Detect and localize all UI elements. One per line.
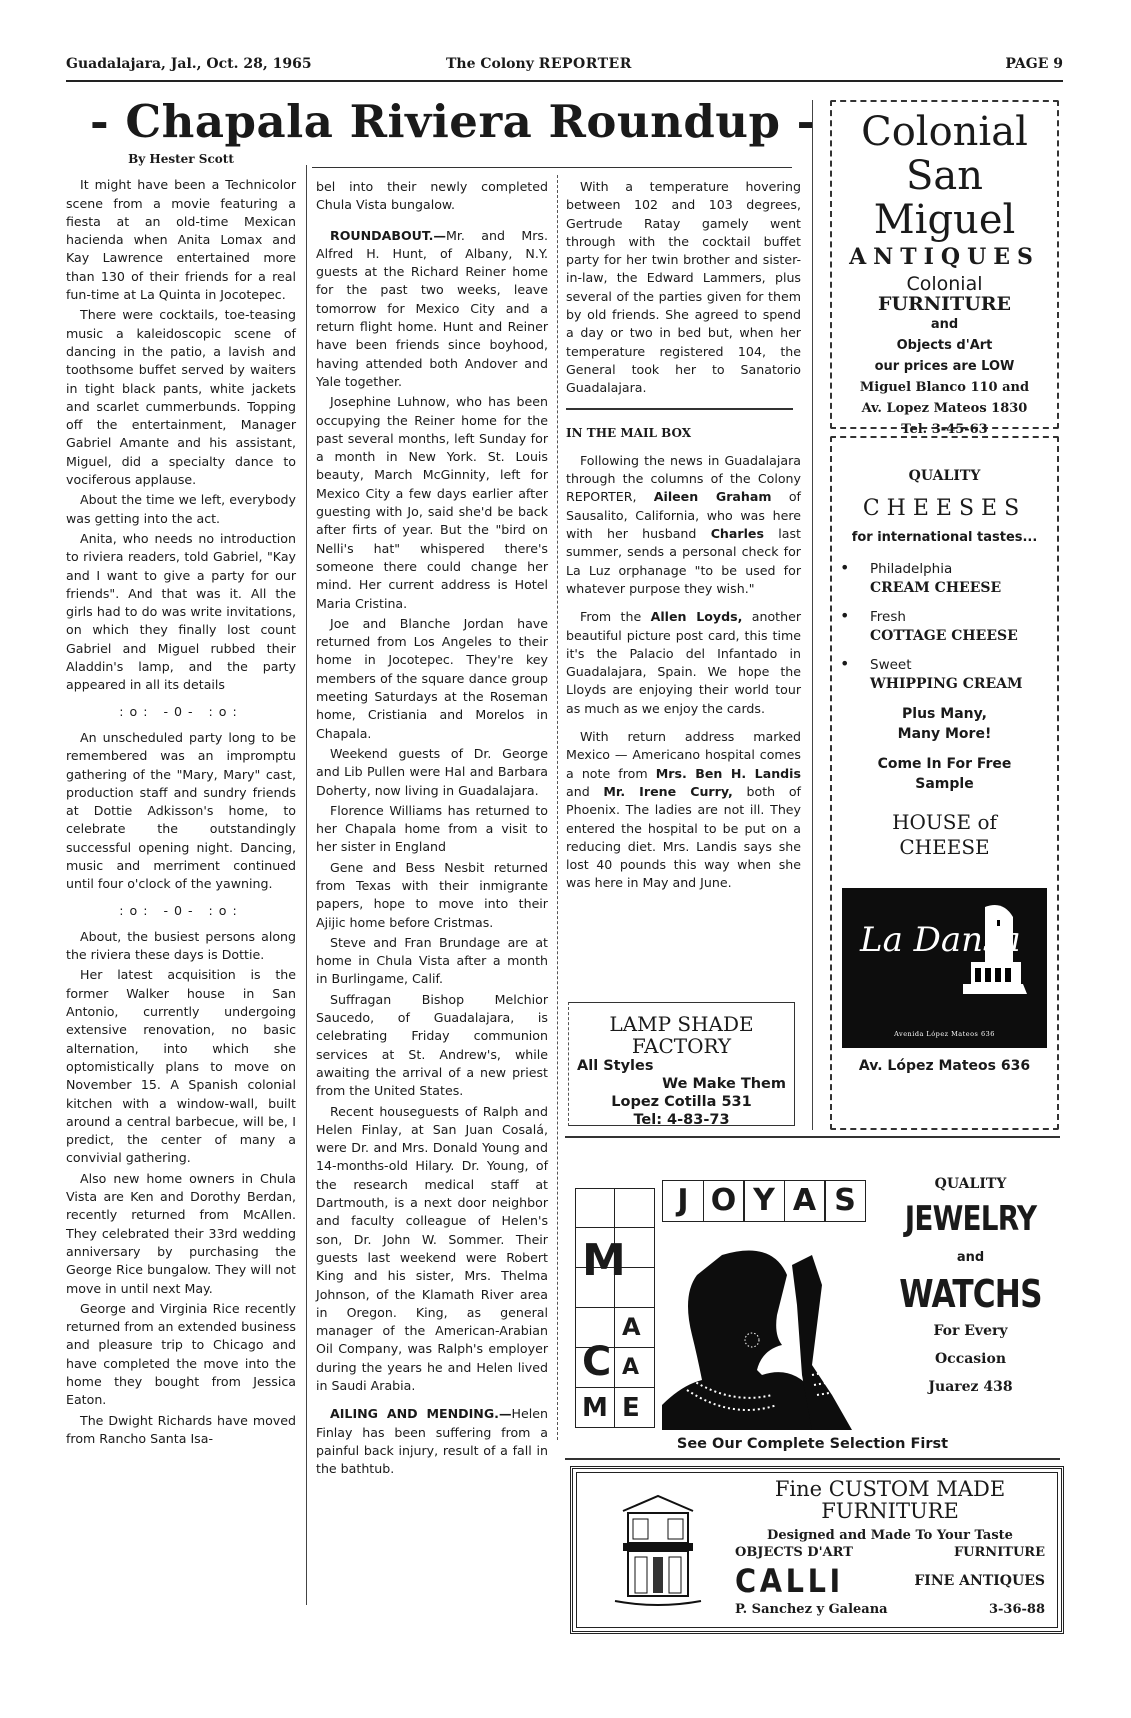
- paragraph: Suffragan Bishop Melchior Saucedo, of Guadalajara, is celebrating Friday communion services at St. Andrew's, while awaiting the arrival of a new priest from the United States.: [316, 991, 548, 1099]
- paragraph: It might have been a Technicolor scene from a movie featuring a fiesta at an old-time Mexican hacienda when Anita Lomax and Kay Lawrence entertained more than 130 of their friends for a real fun-time at La Quinta in Jocotepec.: [66, 177, 296, 303]
- article-column-1: [66, 150, 296, 1450]
- ad-calli-furniture: [570, 1466, 1064, 1634]
- woman-silhouette-icon: [662, 1245, 872, 1430]
- dateline: Guadalajara, Jal., Oct. 28, 1965: [66, 56, 312, 72]
- paragraph: George and Virginia Rice recently returned from an extended business and pleasure trip to Chicago and have completed the move into the home they bought from Jessica Eaton.: [66, 1300, 296, 1408]
- masthead: The Colony REPORTER: [446, 56, 632, 72]
- building-illustration-icon: [613, 1491, 703, 1611]
- paragraph: Also new home owners in Chula Vista are Ken and Dorothy Berdan, recently returned from McAllen. They celebrated their 33rd wedding anniversary by purchasing the George Rice bungalow. They will not move in until next May.: [66, 1170, 296, 1296]
- paragraph: Gene and Bess Nesbit returned from Texas with their inmigrante papers, hope to move into their Ajijic home before Cristmas.: [316, 859, 548, 930]
- list-item: • Sweet WHIPPING CREAM: [840, 656, 1057, 694]
- joyas-letters: J O Y A S: [662, 1180, 865, 1222]
- column-divider: [812, 100, 813, 1130]
- paragraph: There were cocktails, toe-teasing music a kaleidoscopic scene of dancing in the patio, a lavish and toothsome buffet served by waiters in tight black pants, white jackets and scarlet cummerbunds. Topping off the entertainment, Manager Gabriel Amante and his assistant, Miguel, did a specialty dance to vociferous applause.: [66, 307, 296, 488]
- ad-house-of-cheese: QUALITY CHEESES for international tastes... • Philadelphia CREAM CHEESE • Fresh COTTAGE CHEESE • Sweet WHIPPING CREAM Plus Many, Many More! Come In For Free Sample HOUSE of CHEESE La Dansa Avenida López Mateos 636 Av. López Mateos 636: [830, 436, 1059, 1130]
- paragraph: The Dwight Richards have moved from Rancho Santa Isa-: [66, 1412, 296, 1446]
- section-heading: IN THE MAIL BOX: [566, 425, 692, 440]
- paragraph: From the Allen Loyds, another beautiful picture post card, this time it's the Palacio del Infantado in Guadalajara, Spain. We hope the Lloyds are enjoying their world tour as much as we enjoy the cards.: [566, 609, 802, 716]
- headline: - Chapala Riviera Roundup -: [90, 95, 816, 148]
- section-label: AILING AND MENDING.—: [330, 1406, 512, 1422]
- ad-divider: [565, 1136, 1060, 1138]
- paragraph: Anita, who needs no introduction to riviera readers, told Gabriel, "Kay and I want to give a party for our friends". And that was it. All the girls had to do was write invitations, on which they finally lost count Gabriel and Miguel rubbed their Aladdin's lamp, and the party appeared in all its details: [66, 530, 296, 693]
- byline: By Hester Scott: [128, 152, 234, 166]
- header-divider: [66, 80, 1063, 82]
- macame-letter-grid: M A C A M E: [575, 1188, 655, 1428]
- section-separator: :o: -0- :o:: [119, 703, 243, 719]
- section-label: ROUNDABOUT.—: [330, 227, 446, 243]
- paragraph: AILING AND MENDING.—Helen Finlay has been suffering from a painful back injury, result of a fall in the bathtub.: [316, 1406, 548, 1477]
- paragraph: Recent houseguests of Ralph and Helen Finlay, at San Juan Cosalá, were Dr. and Mrs. Donald Young and 14-months-old Hilary. Dr. Young, of the research medical staff at Dartmouth, is a next door neighbor and faculty colleague of Helen's son, Dr. John W. Sommer. Their guests last weekend were Robert King and his sister, Mrs. Thelma Johnson, of the Klamath River area in Oregon. King, as general manager of the American-Arabian Oil Company, was Ralph's employer during the years he and Helen lived in Saudi Arabia.: [316, 1103, 548, 1393]
- paragraph: bel into their newly completed Chula Vista bungalow.: [316, 179, 548, 213]
- ad-divider: [565, 1458, 1060, 1460]
- list-item: • Philadelphia CREAM CHEESE: [840, 560, 1057, 598]
- ad-lamp-shade-factory: LAMP SHADE FACTORY All Styles We Make Them Lopez Cotilla 531 Tel: 4-83-73: [568, 1002, 795, 1126]
- paragraph: Following the news in Guadalajara through the columns of the Colony REPORTER, Aileen Graham of Sausalito, California, who was here with her husband Charles last summer, sends a personal check for La Luz orphanage "to be used for whatever purpose they wish.": [566, 452, 801, 596]
- paragraph: An unscheduled party long to be remembered was an impromptu gathering of the "Mary, Mary" cast, production staff and sundry friends at Dottie Adkisson's home, to celebrate the outstandingly successful opening night. Dancing, music and merriment continued until four o'clock of the yawning.: [66, 729, 296, 892]
- headline-underline: [312, 167, 792, 168]
- paragraph: ROUNDABOUT.—Mr. and Mrs. Alfred H. Hunt, of Albany, N.Y. guests at the Richard Reiner home for the past two weeks, leave tomorrow for Mexico City and a return flight home. Hunt and Reiner have been friends since boyhood, having attended both Andover and Yale together.: [316, 227, 548, 389]
- calli-logo: CALLI: [735, 1562, 844, 1600]
- section-separator: :o: -0- :o:: [119, 902, 243, 918]
- paragraph: Florence Williams has returned to her Chapala home from a visit to her sister in England: [316, 802, 548, 855]
- paragraph: With a temperature hovering between 102 and 103 degrees, Gertrude Ratay gamely went through with the cocktail buffet party for her twin brother and sister-in-law, the Edward Lammers, plus several of the parties given for them by old friends. She agreed to spend a day or two in bed but, when her temperature registered 104, the General took her to Sanatorio Guadalajara.: [566, 179, 801, 396]
- paragraph: Josephine Luhnow, who has been occupying the Reiner home for the past several months, left Sunday for a month in New York. St. Louis beauty, March McGinnity, left for Mexico City a few days earlier after guesting with Jo, said she'd be back after firts of year. But the "bird on Nelli's hat" whispered there's someone there could change her mind. Her current address is Hotel Maria Cristina.: [316, 394, 548, 611]
- column-divider: [306, 165, 307, 1605]
- cheese-list: [832, 560, 1057, 694]
- paragraph: About the time we left, everybody was getting into the act.: [66, 492, 296, 526]
- ad-colonial-san-miguel: Colonial San Miguel ANTIQUES Colonial FURNITURE and Objects d'Art our prices are LOW Miguel Blanco 110 and Av. Lopez Mateos 1830 Tel. 3-45-63: [830, 100, 1059, 429]
- calli-ad-text: Fine CUSTOM MADE FURNITURE Designed and Made To Your Taste OBJECTS D'ART FURNITURE CALLI FINE ANTIQUES P. Sanchez y Galeana 3-36-88: [735, 1477, 1045, 1617]
- paragraph: Weekend guests of Dr. George and Lib Pullen were Hal and Barbara Doherty, now living in Guadalajara.: [316, 745, 548, 798]
- column-divider: [557, 175, 558, 1440]
- la-dansa-logo: La Dansa Avenida López Mateos 636: [842, 888, 1047, 1048]
- page-number: PAGE 9: [1005, 56, 1063, 72]
- paragraph: Steve and Fran Brundage are at home in Chula Vista after a month in Burlingame, Calif.: [316, 934, 548, 987]
- paragraph: About, the busiest persons along the riviera these days is Dottie.: [66, 928, 296, 963]
- jewelry-ad-text: QUALITY JEWELRY and WATCHS For Every Occasion Juarez 438: [899, 1176, 1042, 1395]
- article-column-2: [316, 178, 548, 1480]
- paragraph: Joe and Blanche Jordan have returned from Los Angeles to their home in Jocotepec. They're key members of the square dance group meeting Saturdays at the Roseman home, Cristiania and Morelos in Chapala.: [316, 615, 548, 741]
- section-divider: [566, 408, 793, 410]
- list-item: • Fresh COTTAGE CHEESE: [840, 608, 1057, 646]
- paragraph: Her latest acquisition is the former Walker house in San Antonio, currently undergoing extensive renovation, no basic alternation, into which she optomistically plans to move on November 15. A Spanish colonial kitchen with a window-wall, built around a central barbecue, will be, I predict, the center of many a convivial gathering.: [66, 967, 296, 1166]
- ad-macame-jewelry: M A C A M E J O Y A S QUALITY JEWELRY and WATCHS For Every Occasion Juarez 438 See Our Complete Selection First: [565, 1140, 1060, 1465]
- logo-script: La Dansa: [860, 920, 1021, 960]
- paragraph: With return address marked Mexico — Americano hospital comes a note from Mrs. Ben H. Landis and Mr. Irene Curry, both of Phoenix. The ladies are not ill. They entered the hospital to be put on a reducing diet. Mrs. Landis says she lost 40 pounds this way when she was here in May and June.: [566, 729, 801, 891]
- page-header: [66, 56, 1063, 78]
- article-column-3: [566, 178, 801, 895]
